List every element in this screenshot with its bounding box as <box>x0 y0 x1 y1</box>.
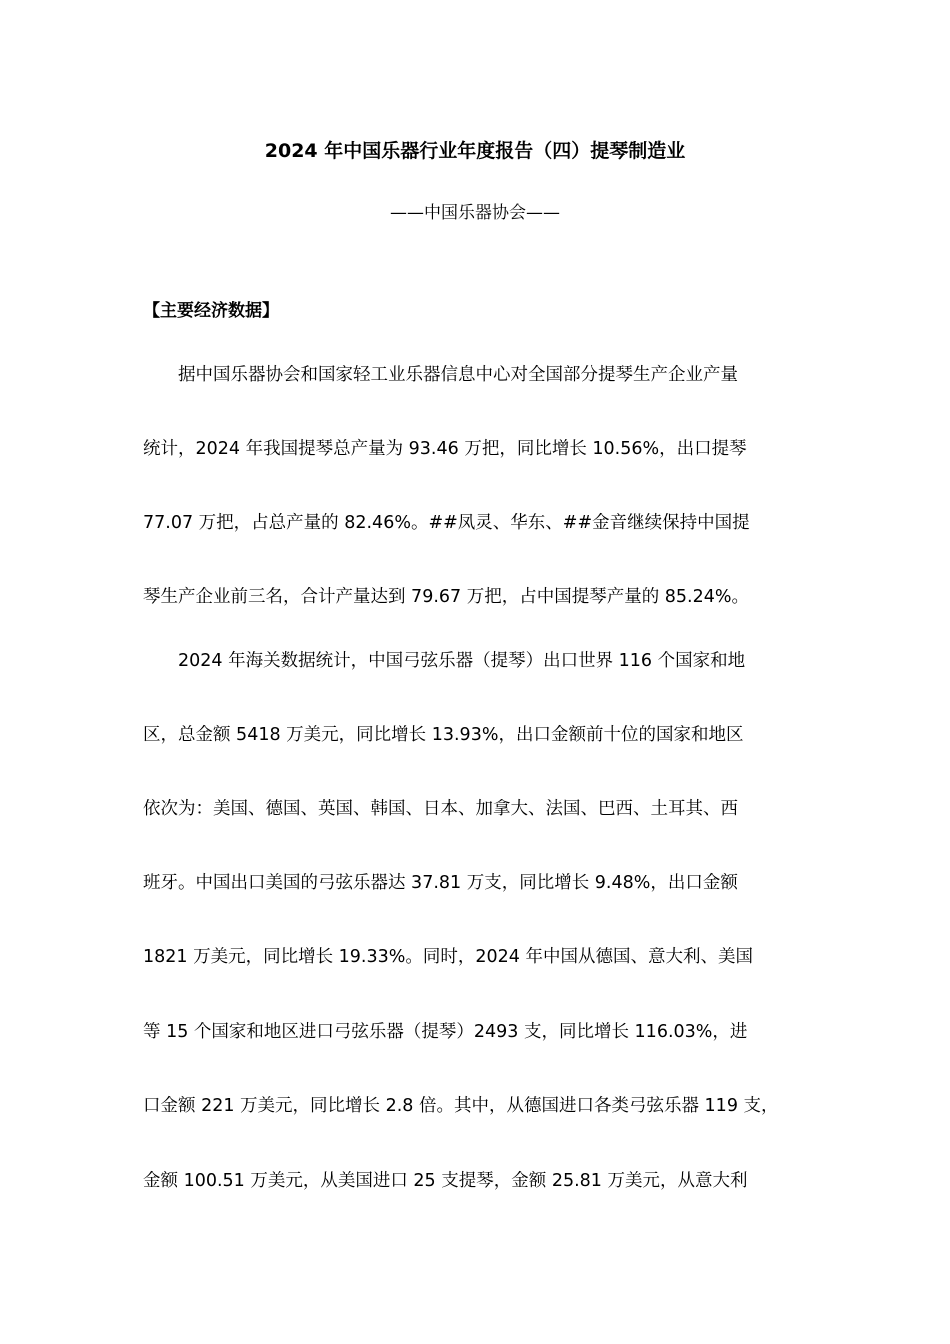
body-line: 班牙。中国出口美国的弓弦乐器达 37.81 万支，同比增长 9.48%，出口金额 <box>143 873 738 893</box>
body-line: 77.07 万把，占总产量的 82.46%。##凤灵、华东、##金音继续保持中国提 <box>143 513 750 533</box>
body-line: 口金额 221 万美元，同比增长 2.8 倍。其中，从德国进口各类弓弦乐器 119 支， <box>143 1096 779 1116</box>
body-line: 统计，2024 年我国提琴总产量为 93.46 万把，同比增长 10.56%，出口提琴 <box>143 439 747 459</box>
body-line: 金额 100.51 万美元，从美国进口 25 支提琴，金额 25.81 万美元，从意大利 <box>143 1171 748 1191</box>
section-heading: 【主要经济数据】 <box>143 301 279 321</box>
body-line: 1821 万美元，同比增长 19.33%。同时，2024 年中国从德国、意大利、美国 <box>143 947 753 967</box>
body-line: 琴生产企业前三名，合计产量达到 79.67 万把，占中国提琴产量的 85.24%。 <box>143 587 750 607</box>
body-line: 据中国乐器协会和国家轻工业乐器信息中心对全国部分提琴生产企业产量 <box>143 365 738 385</box>
body-line: 依次为：美国、德国、英国、韩国、日本、加拿大、法国、巴西、土耳其、西 <box>143 799 738 819</box>
body-line: 等 15 个国家和地区进口弓弦乐器（提琴）2493 支，同比增长 116.03%，进 <box>143 1022 748 1042</box>
body-line: 2024 年海关数据统计，中国弓弦乐器（提琴）出口世界 116 个国家和地 <box>143 651 746 671</box>
document-subtitle: ——中国乐器协会—— <box>390 203 560 223</box>
body-line: 区，总金额 5418 万美元，同比增长 13.93%，出口金额前十位的国家和地区 <box>143 725 744 745</box>
document-title: 2024 年中国乐器行业年度报告（四）提琴制造业 <box>264 140 686 162</box>
